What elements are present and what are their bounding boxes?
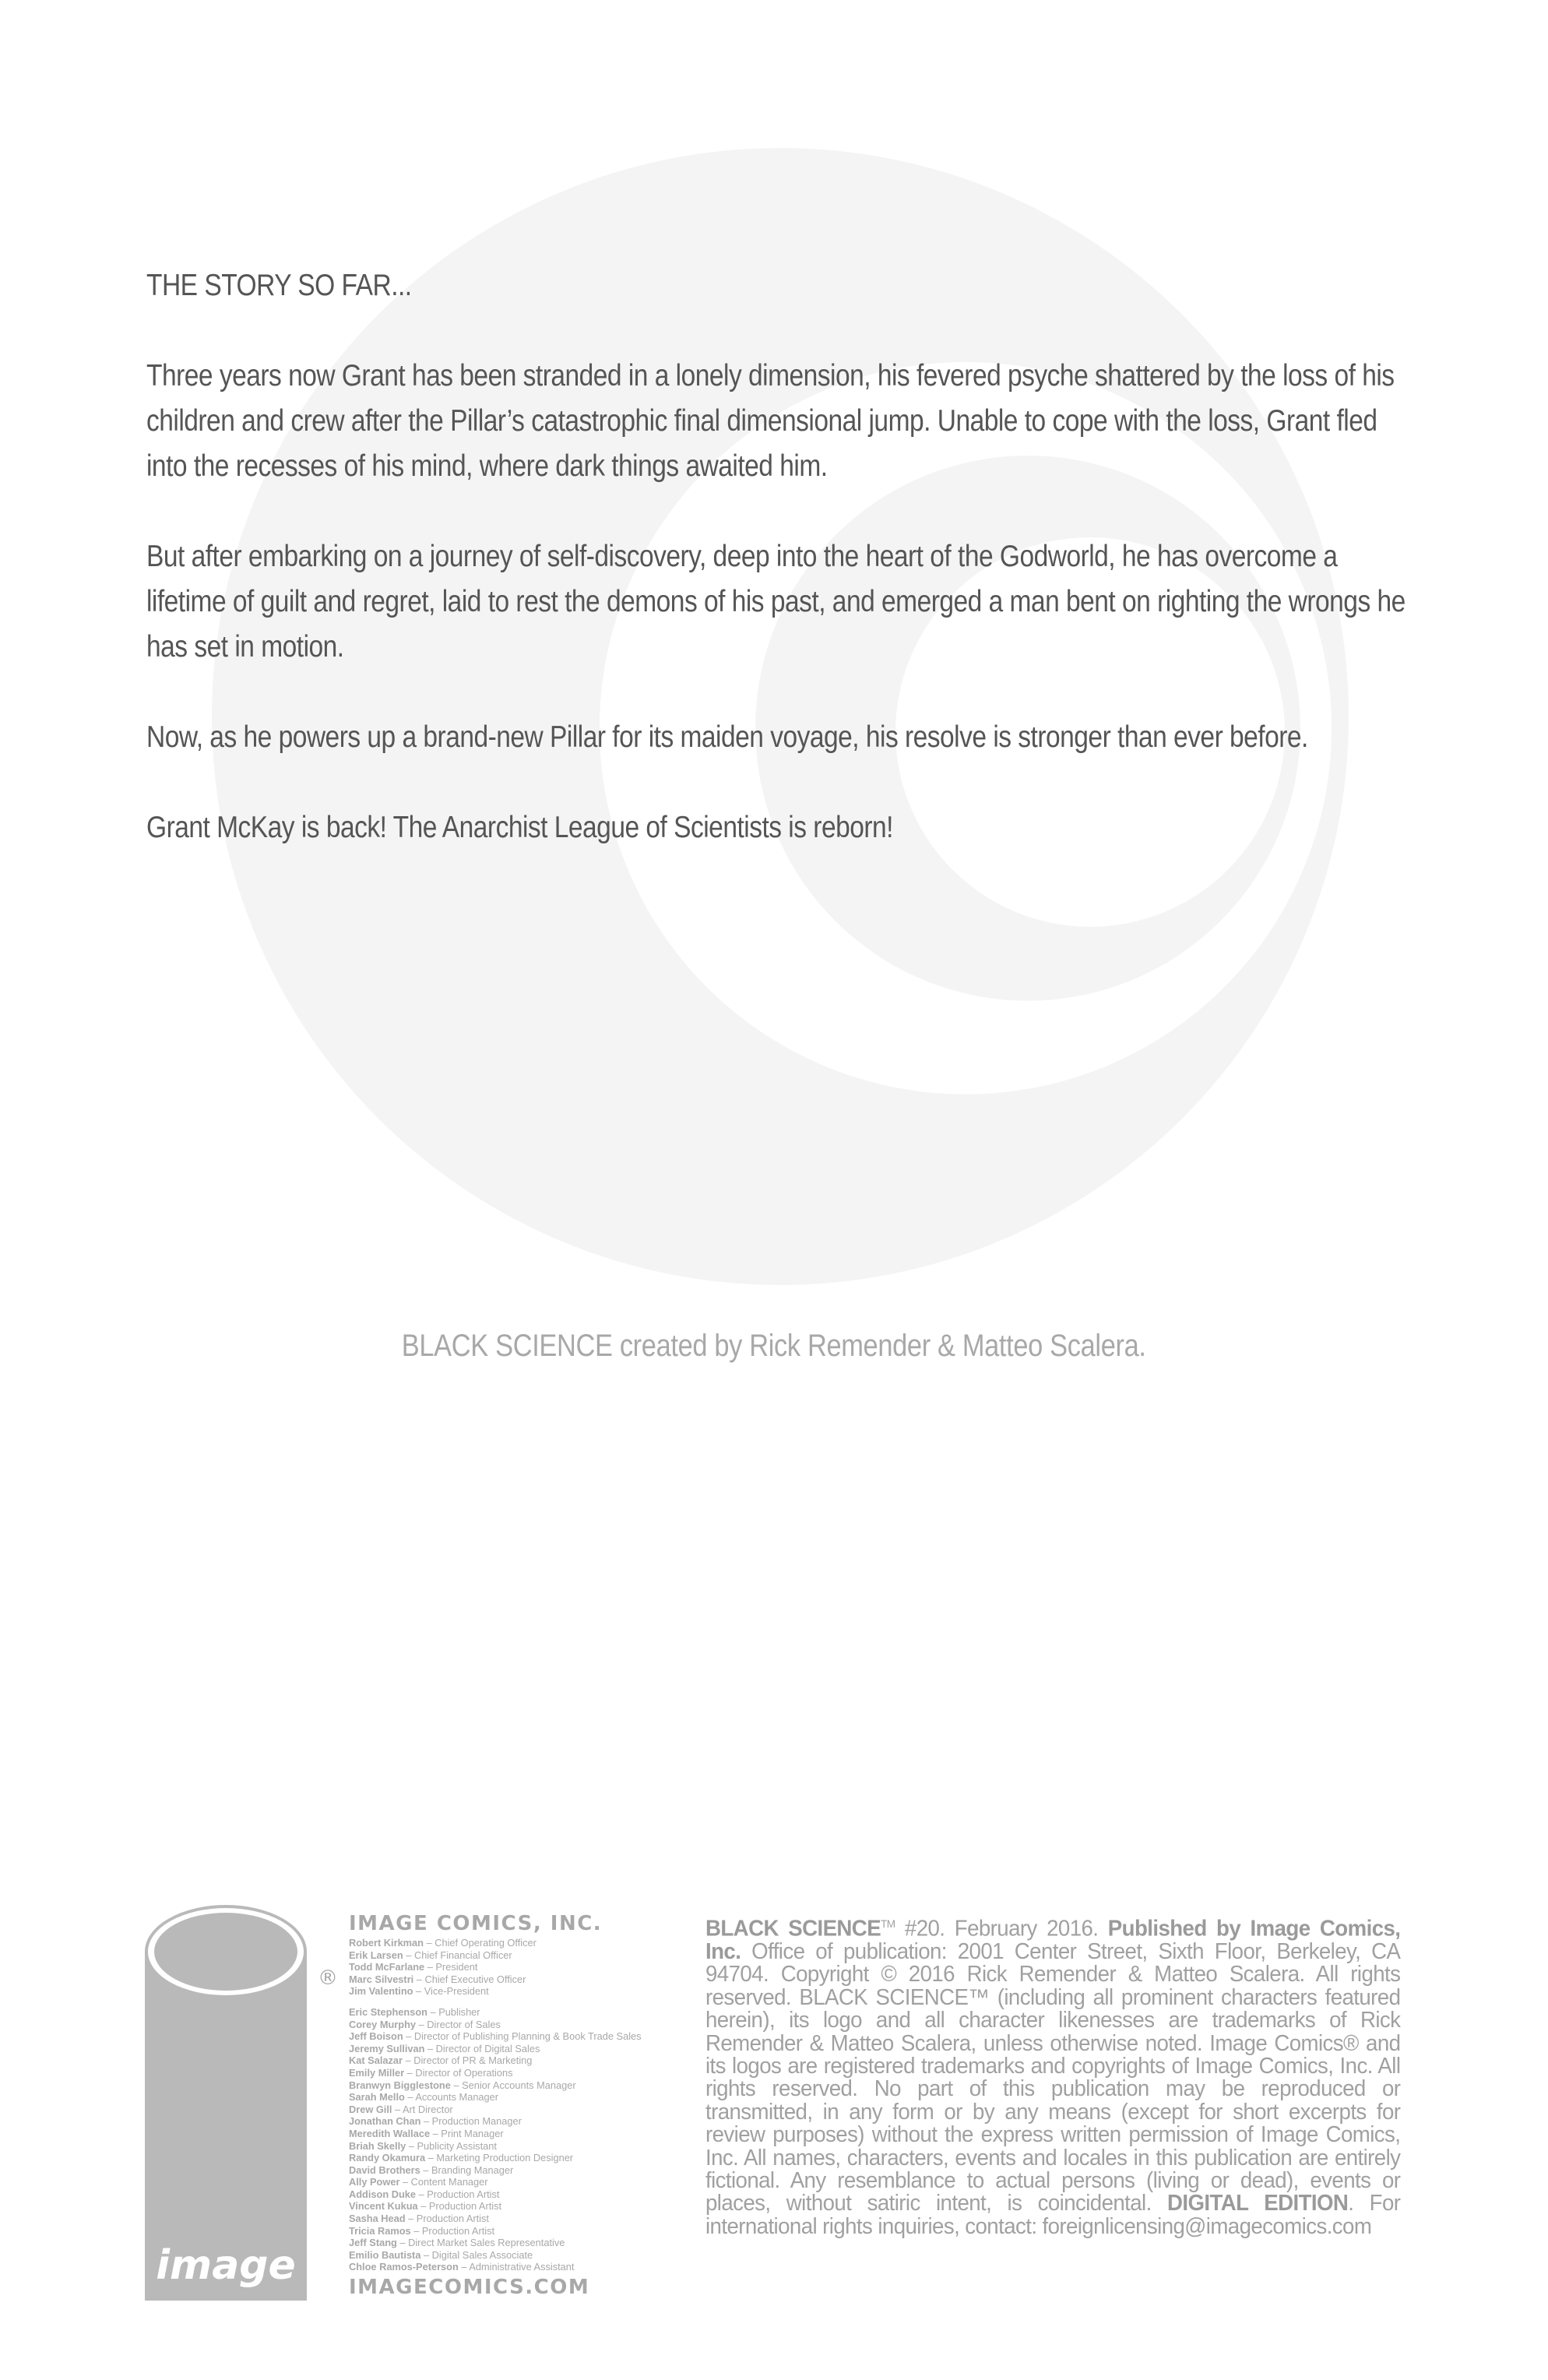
staff-entry — [349, 2054, 645, 2067]
staff-entry — [349, 2188, 645, 2201]
staff-entry — [349, 2091, 645, 2104]
legal-contact: . For international rights inquiries, contact: foreignlicensing@imagecomics.com — [705, 2191, 1401, 2239]
staff-entry — [349, 2115, 645, 2128]
staff-role: – Production Artist — [405, 2213, 489, 2225]
staff-entry — [349, 2213, 645, 2225]
staff-role: – Print Manager — [430, 2127, 504, 2139]
staff-role: – Chief Executive Officer — [413, 1973, 526, 1985]
staff-role: – Content Manager — [399, 2176, 488, 2188]
staff-entry — [349, 2176, 645, 2188]
story-heading: THE STORY SO FAR... — [146, 269, 412, 302]
staff-entry — [349, 2152, 645, 2164]
staff-entry — [349, 2261, 645, 2273]
staff-entry — [349, 2030, 645, 2043]
story-so-far — [146, 263, 1417, 896]
staff-name: Randy Okamura — [349, 2152, 426, 2164]
legal-indicia — [705, 1913, 1400, 2238]
website-url: IMAGECOMICS.COM — [349, 2276, 590, 2300]
staff-name: Branwyn Bigglestone — [349, 2079, 451, 2091]
trademark-mark: TM — [881, 1917, 895, 1930]
staff-name: Sasha Head — [349, 2213, 406, 2225]
legal-edition: DIGITAL EDITION — [1167, 2191, 1349, 2216]
staff-role: – Production Artist — [417, 2200, 502, 2213]
staff-entry — [349, 2200, 645, 2213]
staff-name: Emily Miller — [349, 2066, 405, 2079]
image-staff-list — [349, 1912, 645, 2300]
staff-entry — [349, 2104, 645, 2116]
staff-role: – Digital Sales Associate — [420, 2248, 533, 2261]
staff-entry — [349, 2067, 645, 2079]
staff-name: David Brothers — [349, 2163, 420, 2176]
staff-role: – Director of Sales — [416, 2018, 501, 2030]
staff-entry — [349, 2225, 645, 2237]
image-wordmark: image — [156, 2242, 296, 2289]
staff-entry — [349, 2237, 645, 2249]
staff-name: Ally Power — [349, 2176, 400, 2188]
staff-name: Chloe Ramos-Peterson — [349, 2261, 459, 2273]
partners-list — [349, 1937, 645, 1998]
staff-role: – Marketing Production Designer — [425, 2152, 574, 2164]
staff-name: Todd McFarlane — [349, 1961, 425, 1973]
staff-role: – Direct Market Sales Representative — [396, 2237, 565, 2249]
legal-body: Office of publication: 2001 Center Street, Sixth Floor, Berkeley, CA 94704. Copyright © 2016 Rick Remender & Matteo Scalera. All rights reserved. BLACK SCIENCE™ (including all prominent characters featured herein), its logo and all character likenesses are trademarks of Rick Remender & Matteo Scalera, unless otherwise noted. Image Comics® and its logos are registered trademarks and copyrights of Image Comics, Inc. All rights reserved. No part of this publication may be reproduced or transmitted, in any form or by any means (except for short excerpts for review purposes) without the express written permission of Image Comics, Inc. All names, characters, events and locales in this publication are entirely fictional. Any resemblance to actual persons (living or dead), events or places, without satiric intent, is coincidental. — [705, 1938, 1401, 2216]
staff-role: – Art Director — [392, 2103, 453, 2115]
company-name: IMAGE COMICS, INC. — [349, 1912, 603, 1935]
story-paragraph: Now, as he powers up a brand-new Pillar for its maiden voyage, his resolve is stronger than ever before. — [146, 720, 1308, 754]
staff-role: – Director of PR & Marketing — [403, 2054, 533, 2067]
staff-name: Jeff Boison — [349, 2030, 403, 2043]
staff-role: – Branding Manager — [420, 2163, 514, 2176]
creator-credit — [0, 1329, 1548, 1364]
legal-issue: #20. February 2016. — [895, 1916, 1108, 1942]
staff-entry — [349, 2164, 645, 2177]
staff-entry — [349, 1973, 645, 1986]
staff-name: Erik Larsen — [349, 1949, 403, 1961]
staff-name: Drew Gill — [349, 2103, 392, 2115]
staff-entry — [349, 1937, 645, 1949]
staff-role: – Administrative Assistant — [458, 2261, 575, 2273]
staff-name: Briah Skelly — [349, 2139, 406, 2152]
staff-name: Jeremy Sullivan — [349, 2042, 425, 2054]
story-paragraph: Three years now Grant has been stranded in a lonely dimension, his fevered psyche shattered by the loss of his children and crew after the Pillar’s catastrophic final dimensional jump. Unable to cope with the loss, Grant fled into the recesses of his mind, where dark things awaited him. — [146, 359, 1395, 483]
legal-title: BLACK SCIENCE — [705, 1916, 881, 1942]
staff-entry — [349, 1961, 645, 1973]
staff-role: – Accounts Manager — [404, 2091, 499, 2104]
staff-name: Robert Kirkman — [349, 1937, 424, 1949]
staff-role: – Publicity Assistant — [406, 2139, 497, 2152]
registered-mark: ® — [318, 1966, 338, 1990]
staff-entry — [349, 2249, 645, 2262]
staff-name: Meredith Wallace — [349, 2127, 431, 2139]
staff-entry — [349, 2019, 645, 2031]
staff-name: Jeff Stang — [349, 2237, 397, 2249]
creator-credit-text: BLACK SCIENCE created by Rick Remender & Matteo Scalera. — [402, 1329, 1146, 1363]
staff-role: – Senior Accounts Manager — [450, 2079, 576, 2091]
image-comics-logo — [145, 1905, 347, 2310]
staff-name: Emilio Bautista — [349, 2248, 421, 2261]
staff-name: Corey Murphy — [349, 2018, 417, 2030]
staff-entry — [349, 2006, 645, 2019]
staff-name: Kat Salazar — [349, 2054, 403, 2067]
staff-entry — [349, 2079, 645, 2092]
staff-name: Tricia Ramos — [349, 2224, 411, 2237]
staff-role: – Publisher — [427, 2005, 480, 2018]
staff-role: – Chief Operating Officer — [424, 1937, 537, 1949]
staff-name: Addison Duke — [349, 2188, 417, 2200]
staff-role: – Chief Financial Officer — [403, 1949, 512, 1961]
staff-entry — [349, 2128, 645, 2140]
staff-list — [349, 2006, 645, 2273]
staff-role: – Director of Operations — [404, 2066, 513, 2079]
staff-role: – Vice-President — [413, 1985, 489, 1998]
staff-role: – Production Artist — [410, 2224, 495, 2237]
staff-entry — [349, 1949, 645, 1962]
staff-entry — [349, 1985, 645, 1998]
staff-role: – President — [424, 1961, 478, 1973]
staff-name: Eric Stephenson — [349, 2005, 427, 2018]
staff-name: Sarah Mello — [349, 2091, 405, 2104]
staff-entry — [349, 2043, 645, 2055]
staff-role: – Production Manager — [420, 2115, 522, 2128]
story-paragraph: Grant McKay is back! The Anarchist League of Scientists is reborn! — [146, 811, 893, 844]
staff-role: – Production Artist — [416, 2188, 500, 2200]
staff-name: Jonathan Chan — [349, 2115, 421, 2128]
staff-name: Vincent Kukua — [349, 2200, 418, 2213]
staff-role: – Director of Digital Sales — [424, 2042, 540, 2054]
staff-name: Marc Silvestri — [349, 1973, 414, 1985]
staff-name: Jim Valentino — [349, 1985, 413, 1998]
staff-role: – Director of Publishing Planning & Book Trade Sales — [403, 2030, 642, 2043]
staff-entry — [349, 2140, 645, 2153]
story-paragraph: But after embarking on a journey of self-discovery, deep into the heart of the Godworld, he has overcome a lifetime of guilt and regret, laid to rest the demons of his past, and emerged a man bent on righting the wrongs he has set in motion. — [146, 540, 1406, 664]
legal-publisher: Published by Image Comics, Inc. — [705, 1916, 1401, 1964]
